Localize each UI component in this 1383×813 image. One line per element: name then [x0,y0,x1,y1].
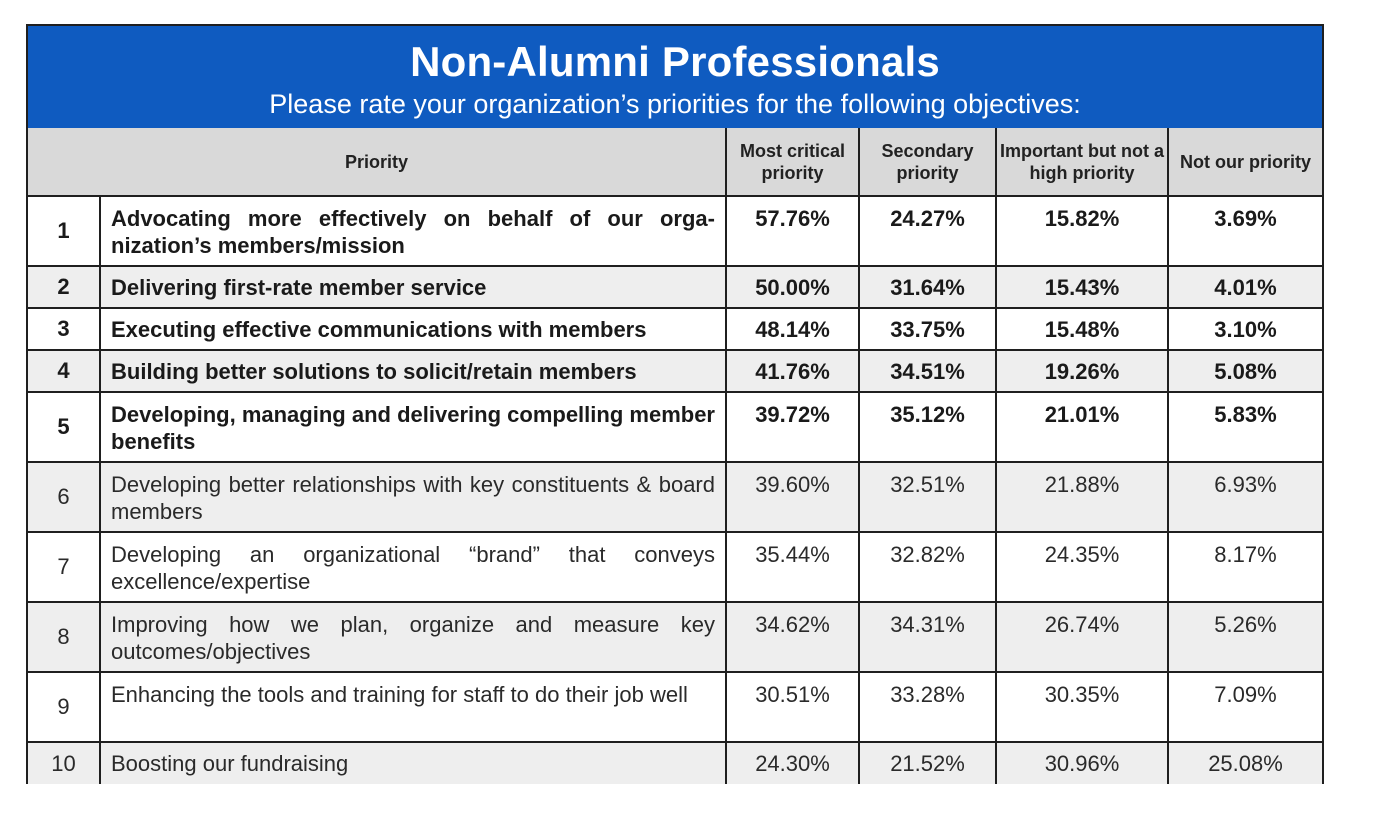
table-row [28,462,1322,532]
table-row [28,672,1322,742]
cell-most-critical: 50.00% [726,266,859,308]
row-objective: Developing better relationships with key constituents & board members [100,462,726,532]
page-title: Non-Alumni Professionals [410,38,940,85]
cell-not-ours: 25.08% [1168,742,1322,784]
table-row [28,266,1322,308]
cell-most-critical: 39.72% [726,392,859,462]
row-rank: 5 [28,392,100,462]
cell-not-ours: 5.08% [1168,350,1322,392]
cell-important: 15.82% [996,196,1168,266]
cell-secondary: 33.75% [859,308,996,350]
cell-important: 30.35% [996,672,1168,742]
cell-most-critical: 48.14% [726,308,859,350]
header-important: Important but not a high priority [996,128,1168,196]
table-row [28,742,1322,784]
priorities-table [28,128,1322,784]
header-most-critical: Most critical priority [726,128,859,196]
cell-secondary: 34.51% [859,350,996,392]
row-rank: 1 [28,196,100,266]
cell-most-critical: 24.30% [726,742,859,784]
row-rank: 9 [28,672,100,742]
row-rank: 4 [28,350,100,392]
cell-not-ours: 8.17% [1168,532,1322,602]
row-objective: Building better solutions to solicit/retain members [100,350,726,392]
cell-important: 30.96% [996,742,1168,784]
row-objective: Executing effective communications with members [100,308,726,350]
row-rank: 10 [28,742,100,784]
cell-important: 26.74% [996,602,1168,672]
cell-important: 15.43% [996,266,1168,308]
table-row [28,532,1322,602]
cell-secondary: 24.27% [859,196,996,266]
cell-not-ours: 3.10% [1168,308,1322,350]
cell-most-critical: 57.76% [726,196,859,266]
cell-secondary: 32.82% [859,532,996,602]
row-objective: Delivering first-rate member service [100,266,726,308]
table-row [28,196,1322,266]
row-rank: 8 [28,602,100,672]
cell-secondary: 31.64% [859,266,996,308]
table-row [28,350,1322,392]
row-rank: 2 [28,266,100,308]
cell-secondary: 33.28% [859,672,996,742]
cell-important: 21.01% [996,392,1168,462]
cell-secondary: 34.31% [859,602,996,672]
row-rank: 6 [28,462,100,532]
row-rank: 3 [28,308,100,350]
row-objective: Improving how we plan, organize and measure key outcomes/objectives [100,602,726,672]
header-not-ours: Not our priority [1168,128,1322,196]
survey-table-frame [26,24,1324,784]
cell-most-critical: 35.44% [726,532,859,602]
row-objective: Advocating more effectively on behalf of our orga-nization’s members/mission [100,196,726,266]
cell-most-critical: 30.51% [726,672,859,742]
cell-secondary: 32.51% [859,462,996,532]
header-priority: Priority [28,128,726,196]
cell-important: 24.35% [996,532,1168,602]
row-objective: Boosting our fundraising [100,742,726,784]
cell-secondary: 35.12% [859,392,996,462]
cell-important: 15.48% [996,308,1168,350]
cell-secondary: 21.52% [859,742,996,784]
cell-most-critical: 34.62% [726,602,859,672]
cell-not-ours: 4.01% [1168,266,1322,308]
page-subtitle: Please rate your organization’s priorities for the following objectives: [269,89,1081,119]
cell-important: 21.88% [996,462,1168,532]
cell-not-ours: 6.93% [1168,462,1322,532]
row-objective: Developing, managing and delivering compelling member benefits [100,392,726,462]
cell-not-ours: 5.26% [1168,602,1322,672]
row-rank: 7 [28,532,100,602]
cell-not-ours: 7.09% [1168,672,1322,742]
table-row [28,308,1322,350]
header-secondary: Secondary priority [859,128,996,196]
row-objective: Enhancing the tools and training for staff to do their job well [100,672,726,742]
cell-not-ours: 5.83% [1168,392,1322,462]
row-objective: Developing an organizational “brand” that conveys excellence/expertise [100,532,726,602]
table-header-row [28,128,1322,196]
table-row [28,392,1322,462]
title-banner [28,26,1322,130]
table-row [28,602,1322,672]
cell-not-ours: 3.69% [1168,196,1322,266]
cell-most-critical: 41.76% [726,350,859,392]
cell-most-critical: 39.60% [726,462,859,532]
cell-important: 19.26% [996,350,1168,392]
